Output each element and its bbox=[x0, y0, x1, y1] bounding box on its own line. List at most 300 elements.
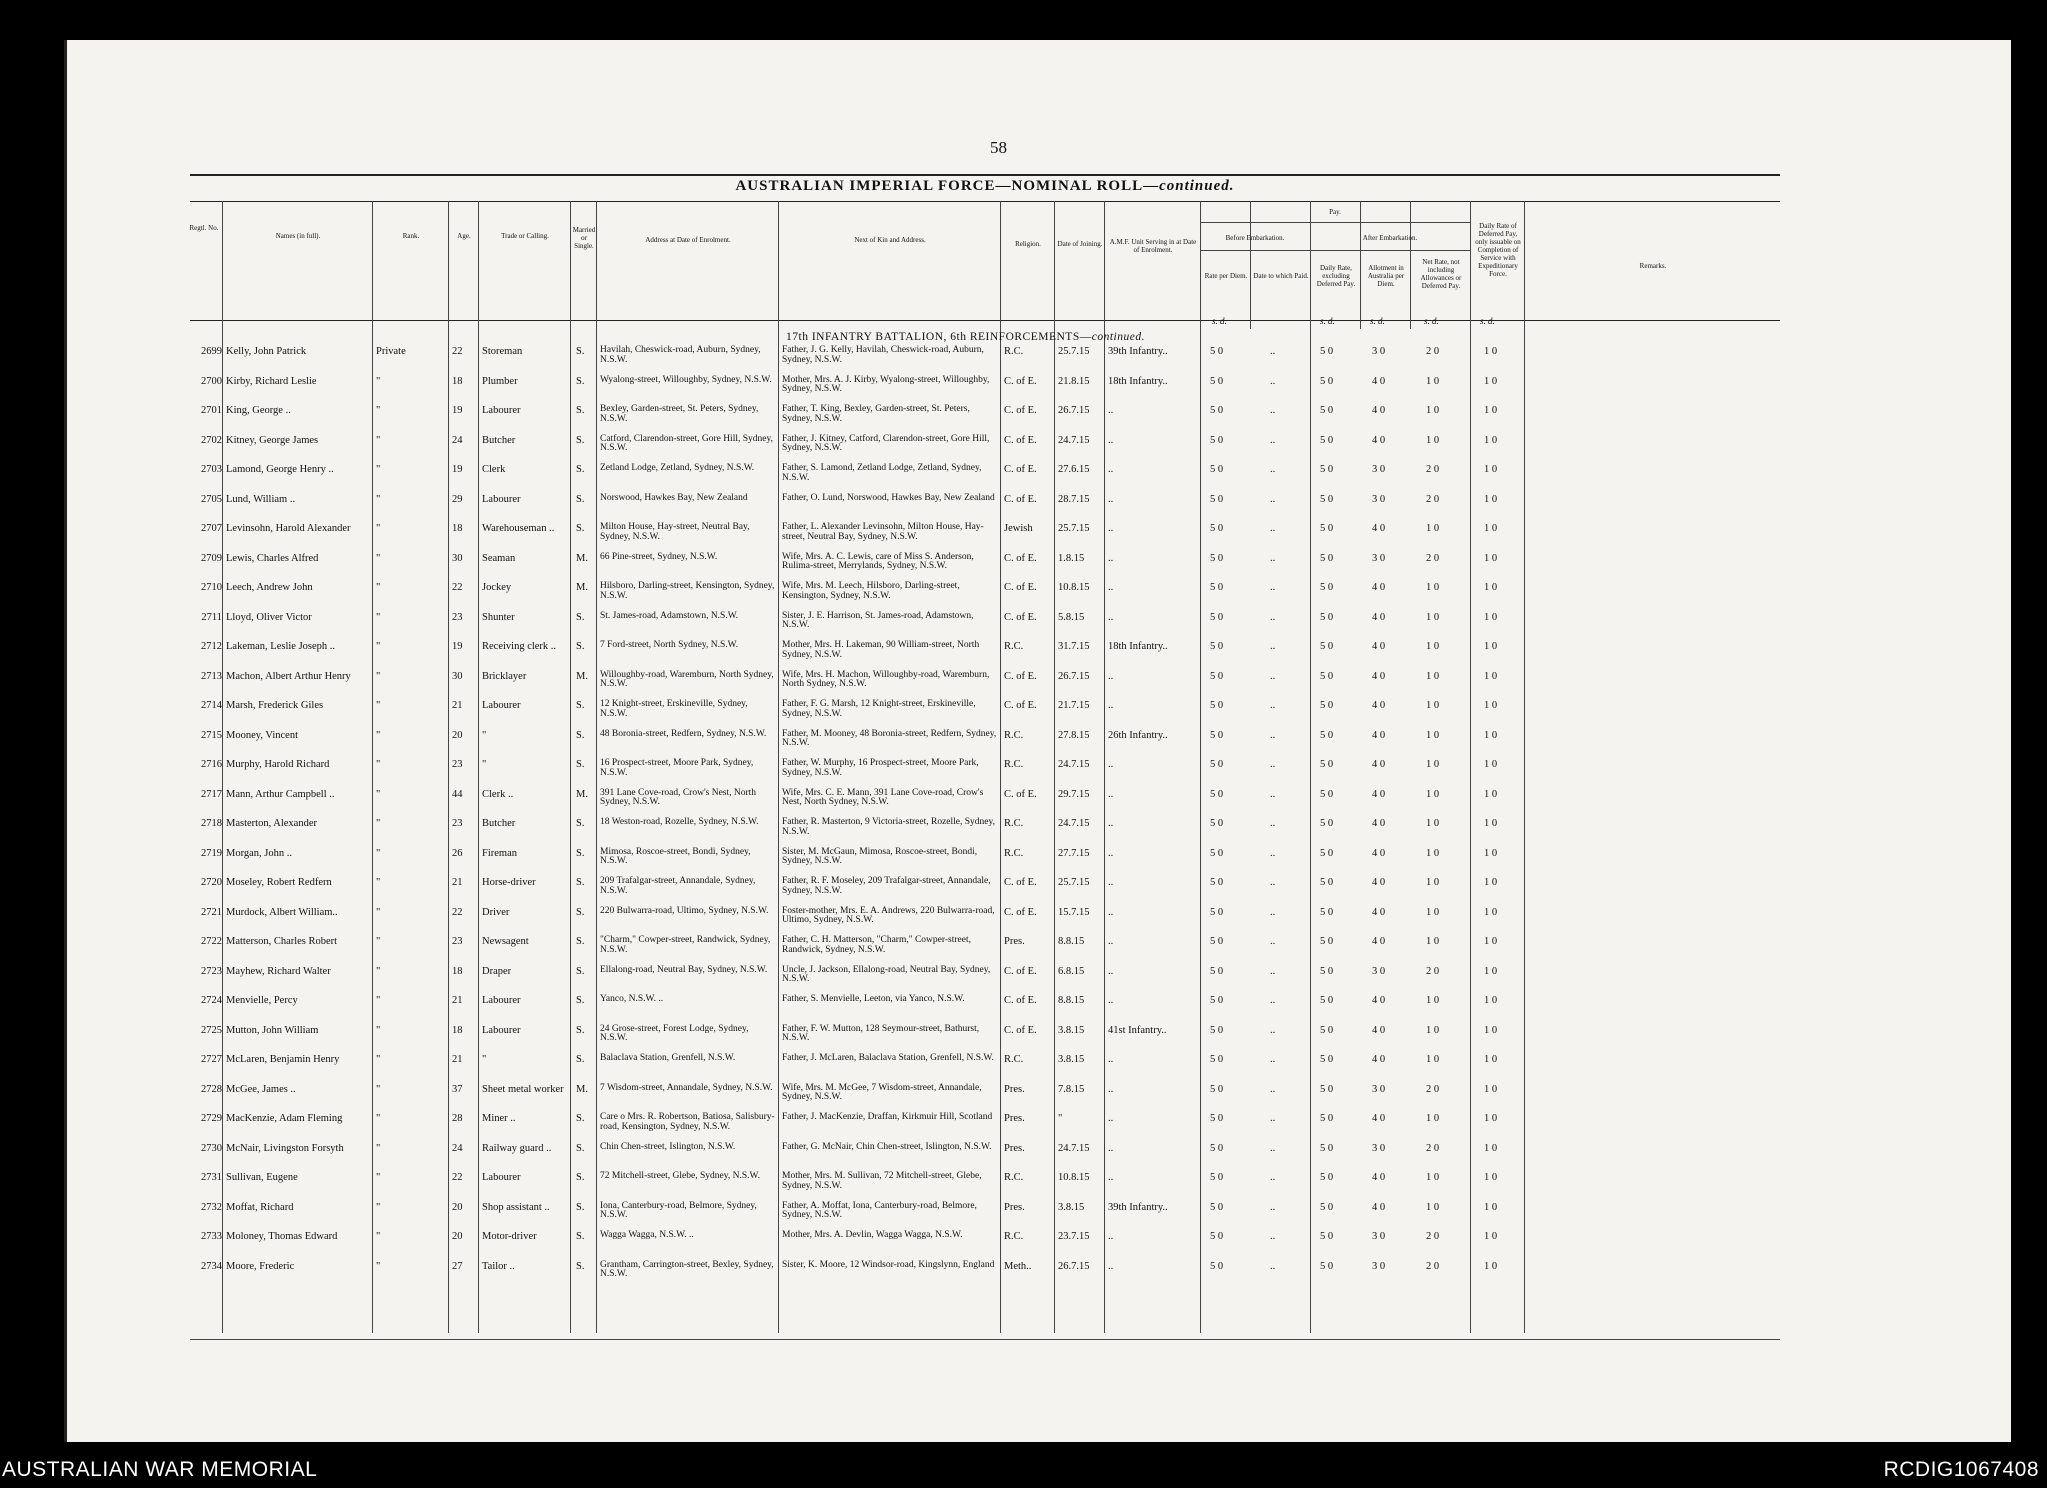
cell-address: Iona, Canterbury-road, Belmore, Sydney, N.S.W. bbox=[600, 1200, 757, 1220]
cell-rate: 5 0 bbox=[1210, 1142, 1224, 1154]
cell-amf: .. bbox=[1108, 700, 1114, 711]
cell-name: Kelly, John Patrick bbox=[226, 346, 307, 357]
cell-daily: 5 0 bbox=[1320, 1024, 1334, 1036]
table-row bbox=[0, 936, 2047, 964]
cell-address: Norswood, Hawkes Bay, New Zealand bbox=[600, 492, 748, 503]
cell-no: 2734 bbox=[201, 1260, 222, 1272]
cell-net: 1 0 bbox=[1426, 523, 1440, 534]
cell-name: King, George .. bbox=[226, 405, 291, 416]
cell-age: 30 bbox=[452, 670, 463, 682]
table-row bbox=[0, 818, 2047, 846]
header-rank: Rank. bbox=[402, 232, 420, 240]
cell-age: 20 bbox=[452, 1201, 463, 1213]
cell-no: 2719 bbox=[201, 847, 222, 859]
cell-amf: .. bbox=[1108, 995, 1114, 1006]
cell-ms: S. bbox=[576, 877, 585, 888]
cell-rel: C. of E. bbox=[1004, 995, 1037, 1006]
cell-daily: 5 0 bbox=[1320, 405, 1334, 416]
cell-rate: 5 0 bbox=[1210, 552, 1224, 564]
cell-paid: .. bbox=[1270, 788, 1276, 800]
cell-nok: Father, C. H. Matterson, "Charm," Cowper-street, Randwick, Sydney, N.S.W. bbox=[782, 935, 971, 955]
cell-rel: C. of E. bbox=[1004, 552, 1037, 564]
cell-rank: " bbox=[376, 552, 381, 564]
section-heading bbox=[786, 331, 1145, 343]
cell-nok: Father, L. Alexander Levinsohn, Milton House, Hay-street, Neutral Bay, Sydney, N.S.W. bbox=[782, 522, 984, 542]
cell-date: 26.7.15 bbox=[1058, 670, 1090, 682]
cell-allot: 3 0 bbox=[1372, 552, 1386, 564]
table-row bbox=[0, 464, 2047, 492]
cell-trade: Newsagent bbox=[482, 936, 529, 947]
cell-allot: 4 0 bbox=[1372, 582, 1386, 593]
cell-rank: " bbox=[376, 1054, 381, 1065]
cell-net: 1 0 bbox=[1426, 759, 1440, 770]
cell-amf: .. bbox=[1108, 1113, 1114, 1124]
cell-rate: 5 0 bbox=[1210, 788, 1224, 800]
cell-age: 22 bbox=[452, 346, 463, 357]
cell-trade: Miner .. bbox=[482, 1113, 516, 1124]
cell-trade: Butcher bbox=[482, 434, 516, 446]
cell-trade: Labourer bbox=[482, 1024, 521, 1036]
cell-allot: 4 0 bbox=[1372, 1201, 1386, 1213]
cell-def: 1 0 bbox=[1484, 906, 1498, 918]
cell-trade: Receiving clerk .. bbox=[482, 641, 557, 652]
cell-rate: 5 0 bbox=[1210, 1083, 1224, 1095]
cell-daily: 5 0 bbox=[1320, 582, 1334, 593]
cell-date: 3.8.15 bbox=[1058, 1054, 1085, 1065]
table-row bbox=[0, 789, 2047, 817]
cell-def: 1 0 bbox=[1484, 1172, 1498, 1183]
cell-net: 2 0 bbox=[1426, 1083, 1440, 1095]
cell-paid: .. bbox=[1270, 1142, 1276, 1154]
cell-rate: 5 0 bbox=[1210, 729, 1224, 741]
cell-ms: S. bbox=[576, 729, 585, 741]
cell-date: 27.8.15 bbox=[1058, 729, 1090, 741]
cell-rate: 5 0 bbox=[1210, 818, 1224, 829]
cell-age: 22 bbox=[452, 582, 463, 593]
cell-rank: " bbox=[376, 729, 381, 741]
cell-address: Yanco, N.S.W. .. bbox=[600, 994, 664, 1004]
cell-rel: R.C. bbox=[1004, 818, 1024, 829]
cell-address: Chin Chen-street, Islington, N.S.W. bbox=[600, 1141, 736, 1152]
cell-paid: .. bbox=[1270, 375, 1276, 387]
cell-paid: .. bbox=[1270, 1231, 1276, 1242]
cell-amf: 41st Infantry.. bbox=[1108, 1024, 1167, 1036]
cell-net: 2 0 bbox=[1426, 493, 1440, 505]
table-row bbox=[0, 376, 2047, 404]
cell-rate: 5 0 bbox=[1210, 847, 1224, 859]
cell-age: 23 bbox=[452, 759, 463, 770]
cell-age: 18 bbox=[452, 375, 463, 387]
cell-def: 1 0 bbox=[1484, 552, 1498, 564]
cell-amf: .. bbox=[1108, 759, 1114, 770]
cell-trade: Horse-driver bbox=[482, 877, 536, 888]
cell-age: 18 bbox=[452, 523, 463, 534]
cell-age: 18 bbox=[452, 1024, 463, 1036]
cell-rel: R.C. bbox=[1004, 759, 1024, 770]
cell-rank: " bbox=[376, 700, 381, 711]
cell-paid: .. bbox=[1270, 906, 1276, 918]
cell-address: Ellalong-road, Neutral Bay, Sydney, N.S.W. bbox=[600, 964, 768, 975]
cell-def: 1 0 bbox=[1484, 346, 1498, 357]
table-row bbox=[0, 907, 2047, 935]
cell-address: Grantham, Carrington-street, Bexley, Sydney, N.S.W. bbox=[600, 1259, 774, 1279]
cell-rel: R.C. bbox=[1004, 847, 1024, 859]
cell-net: 2 0 bbox=[1426, 464, 1440, 475]
cell-net: 1 0 bbox=[1426, 611, 1440, 623]
cell-paid: .. bbox=[1270, 847, 1276, 859]
cell-rel: C. of E. bbox=[1004, 700, 1037, 711]
table-row bbox=[0, 612, 2047, 640]
cell-daily: 5 0 bbox=[1320, 906, 1334, 918]
cell-name: McLaren, Benjamin Henry bbox=[226, 1054, 340, 1065]
cell-name: Levinsohn, Harold Alexander bbox=[226, 523, 351, 534]
cell-no: 2712 bbox=[201, 641, 222, 652]
cell-def: 1 0 bbox=[1484, 434, 1498, 446]
cell-nok: Father, W. Murphy, 16 Prospect-street, Moore Park, Sydney, N.S.W. bbox=[782, 758, 979, 778]
cell-nok: Father, S. Menvielle, Leeton, via Yanco, N.S.W. bbox=[782, 994, 965, 1004]
cell-nok: Father, M. Mooney, 48 Boronia-street, Redfern, Sydney, N.S.W. bbox=[782, 728, 997, 748]
cell-paid: .. bbox=[1270, 611, 1276, 623]
cell-allot: 4 0 bbox=[1372, 1113, 1386, 1124]
cell-age: 37 bbox=[452, 1083, 463, 1095]
cell-rank: " bbox=[376, 759, 381, 770]
cell-allot: 3 0 bbox=[1372, 1142, 1386, 1154]
cell-rank: " bbox=[376, 582, 381, 593]
cell-ms: S. bbox=[576, 995, 585, 1006]
cell-name: Leech, Andrew John bbox=[226, 582, 313, 593]
cell-trade: Storeman bbox=[482, 346, 523, 357]
cell-no: 2724 bbox=[201, 995, 222, 1006]
cell-nok: Mother, Mrs. A. Devlin, Wagga Wagga, N.S.W. bbox=[782, 1230, 963, 1240]
cell-amf: .. bbox=[1108, 1142, 1114, 1154]
cell-ms: S. bbox=[576, 759, 585, 770]
cell-nok: Father, R. F. Moseley, 209 Trafalgar-street, Annandale, Sydney, N.S.W. bbox=[782, 876, 991, 896]
cell-rate: 5 0 bbox=[1210, 1172, 1224, 1183]
cell-daily: 5 0 bbox=[1320, 1260, 1334, 1272]
cell-ms: S. bbox=[576, 405, 585, 416]
cell-net: 1 0 bbox=[1426, 1172, 1440, 1183]
cell-ms: S. bbox=[576, 375, 585, 387]
cell-rel: R.C. bbox=[1004, 729, 1024, 741]
cell-rank: " bbox=[376, 523, 381, 534]
cell-net: 2 0 bbox=[1426, 1142, 1440, 1154]
cell-rel: R.C. bbox=[1004, 1054, 1024, 1065]
table-row bbox=[0, 1202, 2047, 1230]
cell-nok: Father, J. Kitney, Catford, Clarendon-street, Gore Hill, Sydney, N.S.W. bbox=[782, 433, 990, 453]
column-rule bbox=[1410, 201, 1411, 329]
cell-rate: 5 0 bbox=[1210, 670, 1224, 682]
cell-net: 1 0 bbox=[1426, 641, 1440, 652]
cell-paid: .. bbox=[1270, 936, 1276, 947]
cell-address: Balaclava Station, Grenfell, N.S.W. bbox=[600, 1053, 736, 1063]
header-remarks: Remarks. bbox=[1639, 262, 1667, 270]
cell-rate: 5 0 bbox=[1210, 611, 1224, 623]
cell-rate: 5 0 bbox=[1210, 1024, 1224, 1036]
cell-paid: .. bbox=[1270, 965, 1276, 977]
cell-ms: M. bbox=[576, 1083, 588, 1095]
cell-allot: 3 0 bbox=[1372, 1231, 1386, 1242]
cell-age: 21 bbox=[452, 700, 463, 711]
cell-name: Mooney, Vincent bbox=[226, 729, 298, 741]
cell-no: 2701 bbox=[201, 405, 222, 416]
cell-date: 10.8.15 bbox=[1058, 1172, 1090, 1183]
cell-date: 5.8.15 bbox=[1058, 611, 1085, 623]
cell-age: 20 bbox=[452, 729, 463, 741]
header-names: Names (in full). bbox=[275, 232, 321, 240]
sd-label: s. d. bbox=[1320, 316, 1335, 326]
cell-age: 19 bbox=[452, 405, 463, 416]
cell-no: 2715 bbox=[201, 729, 222, 741]
cell-no: 2722 bbox=[201, 936, 222, 947]
cell-name: Machon, Albert Arthur Henry bbox=[226, 670, 351, 682]
cell-paid: .. bbox=[1270, 641, 1276, 652]
pay-rule bbox=[1200, 250, 1470, 251]
cell-daily: 5 0 bbox=[1320, 1113, 1334, 1124]
cell-name: Moloney, Thomas Edward bbox=[226, 1231, 338, 1242]
cell-rank: " bbox=[376, 1142, 381, 1154]
cell-no: 2727 bbox=[201, 1054, 222, 1065]
cell-rate: 5 0 bbox=[1210, 1201, 1224, 1213]
cell-net: 1 0 bbox=[1426, 906, 1440, 918]
cell-net: 1 0 bbox=[1426, 1113, 1440, 1124]
cell-def: 1 0 bbox=[1484, 375, 1498, 387]
cell-age: 24 bbox=[452, 1142, 463, 1154]
pay-rule bbox=[1310, 250, 1311, 251]
header-top-rule bbox=[190, 201, 1780, 202]
cell-daily: 5 0 bbox=[1320, 1054, 1334, 1065]
cell-rate: 5 0 bbox=[1210, 641, 1224, 652]
cell-address: 66 Pine-street, Sydney, N.S.W. bbox=[600, 551, 718, 562]
cell-amf: .. bbox=[1108, 1083, 1114, 1095]
cell-address: Zetland Lodge, Zetland, Sydney, N.S.W. bbox=[600, 463, 755, 473]
cell-name: Moore, Frederic bbox=[226, 1260, 295, 1272]
cell-no: 2731 bbox=[201, 1172, 222, 1183]
cell-paid: .. bbox=[1270, 523, 1276, 534]
cell-daily: 5 0 bbox=[1320, 700, 1334, 711]
cell-address: 7 Wisdom-street, Annandale, Sydney, N.S.W. bbox=[600, 1082, 773, 1093]
cell-paid: .. bbox=[1270, 1113, 1276, 1124]
cell-no: 2714 bbox=[201, 700, 222, 711]
cell-rank: " bbox=[376, 788, 381, 800]
cell-rank: " bbox=[376, 493, 381, 505]
cell-address: St. James-road, Adamstown, N.S.W. bbox=[600, 610, 739, 621]
cell-daily: 5 0 bbox=[1320, 759, 1334, 770]
cell-allot: 4 0 bbox=[1372, 1024, 1386, 1036]
cell-rank: " bbox=[376, 818, 381, 829]
header-date-joining: Date of Joining. bbox=[1057, 240, 1103, 248]
header-amf-unit: A.M.F. Unit Serving in at Date of Enrolment. bbox=[1109, 238, 1197, 254]
cell-no: 2733 bbox=[201, 1231, 222, 1242]
cell-name: McNair, Livingston Forsyth bbox=[226, 1142, 344, 1154]
cell-net: 1 0 bbox=[1426, 788, 1440, 800]
cell-name: Marsh, Frederick Giles bbox=[226, 700, 324, 711]
cell-ms: S. bbox=[576, 346, 585, 357]
cell-paid: .. bbox=[1270, 346, 1276, 357]
cell-date: 24.7.15 bbox=[1058, 434, 1090, 446]
header-pay: Pay. bbox=[1329, 208, 1341, 216]
cell-name: Kitney, George James bbox=[226, 434, 319, 446]
cell-ms: M. bbox=[576, 788, 588, 800]
cell-ms: S. bbox=[576, 1231, 585, 1242]
cell-rel: Pres. bbox=[1004, 1142, 1025, 1154]
cell-name: Mutton, John William bbox=[226, 1024, 319, 1036]
cell-date: 26.7.15 bbox=[1058, 405, 1090, 416]
cell-rank: " bbox=[376, 611, 381, 623]
footer-bar bbox=[0, 1454, 2047, 1488]
footer-id: RCDIG1067408 bbox=[1883, 1458, 2039, 1481]
cell-address: 72 Mitchell-street, Glebe, Sydney, N.S.W. bbox=[600, 1171, 760, 1181]
cell-age: 18 bbox=[452, 965, 463, 977]
cell-def: 1 0 bbox=[1484, 995, 1498, 1006]
cell-no: 2713 bbox=[201, 670, 222, 682]
cell-def: 1 0 bbox=[1484, 1083, 1498, 1095]
cell-trade: Clerk .. bbox=[482, 788, 514, 800]
header-age: Age. bbox=[457, 232, 471, 240]
cell-paid: .. bbox=[1270, 582, 1276, 593]
cell-rank: " bbox=[376, 847, 381, 859]
table-row bbox=[0, 730, 2047, 758]
cell-rel: C. of E. bbox=[1004, 906, 1037, 918]
cell-amf: .. bbox=[1108, 611, 1114, 623]
cell-ms: S. bbox=[576, 1172, 585, 1183]
table-row bbox=[0, 553, 2047, 581]
cell-trade: Driver bbox=[482, 906, 510, 918]
cell-age: 22 bbox=[452, 906, 463, 918]
cell-nok: Father, F. G. Marsh, 12 Knight-street, Erskineville, Sydney, N.S.W. bbox=[782, 699, 976, 719]
cell-date: 1.8.15 bbox=[1058, 552, 1085, 564]
cell-name: Sullivan, Eugene bbox=[226, 1172, 298, 1183]
cell-date: 3.8.15 bbox=[1058, 1024, 1085, 1036]
table-row bbox=[0, 995, 2047, 1023]
cell-trade: " bbox=[482, 759, 487, 770]
cell-rank: " bbox=[376, 1083, 381, 1095]
table-row bbox=[0, 1084, 2047, 1112]
cell-rel: R.C. bbox=[1004, 1231, 1024, 1242]
cell-paid: .. bbox=[1270, 1083, 1276, 1095]
cell-paid: .. bbox=[1270, 1054, 1276, 1065]
column-rule bbox=[1360, 201, 1361, 329]
cell-rank: " bbox=[376, 1113, 381, 1124]
cell-daily: 5 0 bbox=[1320, 375, 1334, 387]
cell-trade: Motor-driver bbox=[482, 1231, 537, 1242]
cell-age: 21 bbox=[452, 995, 463, 1006]
cell-address: 12 Knight-street, Erskineville, Sydney, N.S.W. bbox=[600, 699, 748, 719]
cell-date: 29.7.15 bbox=[1058, 788, 1090, 800]
cell-no: 2732 bbox=[201, 1201, 222, 1213]
table-row bbox=[0, 1261, 2047, 1289]
cell-nok: Father, G. McNair, Chin Chen-street, Islington, N.S.W. bbox=[782, 1141, 992, 1152]
cell-nok: Wife, Mrs. M. Leech, Hilsboro, Darling-street, Kensington, Sydney, N.S.W. bbox=[782, 581, 960, 601]
cell-allot: 4 0 bbox=[1372, 1054, 1386, 1065]
cell-no: 2700 bbox=[201, 375, 222, 387]
cell-amf: .. bbox=[1108, 1260, 1114, 1272]
cell-name: MacKenzie, Adam Fleming bbox=[226, 1113, 343, 1124]
cell-def: 1 0 bbox=[1484, 1201, 1498, 1213]
cell-daily: 5 0 bbox=[1320, 346, 1334, 357]
header-daily-rate: Daily Rate, excluding Deferred Pay. bbox=[1316, 264, 1356, 288]
cell-amf: .. bbox=[1108, 1054, 1114, 1065]
cell-allot: 4 0 bbox=[1372, 405, 1386, 416]
roll-title bbox=[190, 178, 1780, 195]
header-date-paid: Date to which Paid. bbox=[1253, 272, 1309, 280]
cell-allot: 4 0 bbox=[1372, 936, 1386, 947]
cell-rate: 5 0 bbox=[1210, 877, 1224, 888]
cell-address: 220 Bulwarra-road, Ultimo, Sydney, N.S.W. bbox=[600, 905, 769, 916]
header-next-of-kin: Next of Kin and Address. bbox=[854, 236, 926, 244]
cell-rate: 5 0 bbox=[1210, 995, 1224, 1006]
cell-age: 30 bbox=[452, 552, 463, 564]
cell-address: 24 Grose-street, Forest Lodge, Sydney, N.S.W. bbox=[600, 1023, 749, 1043]
cell-rel: Pres. bbox=[1004, 1113, 1025, 1124]
cell-daily: 5 0 bbox=[1320, 434, 1334, 446]
cell-trade: Bricklayer bbox=[482, 670, 527, 682]
cell-daily: 5 0 bbox=[1320, 670, 1334, 682]
cell-nok: Mother, Mrs. A. J. Kirby, Wyalong-street, Willoughby, Sydney, N.S.W. bbox=[782, 374, 990, 394]
cell-ms: S. bbox=[576, 906, 585, 918]
cell-age: 22 bbox=[452, 1172, 463, 1183]
cell-age: 44 bbox=[452, 788, 463, 800]
table-row bbox=[0, 641, 2047, 669]
cell-address: Catford, Clarendon-street, Gore Hill, Sydney, N.S.W. bbox=[600, 433, 773, 453]
cell-net: 1 0 bbox=[1426, 995, 1440, 1006]
header-deferred-pay: Daily Rate of Deferred Pay, only issuable on Completion of Service with Expeditionary Force. bbox=[1475, 222, 1521, 278]
cell-ms: S. bbox=[576, 1054, 585, 1065]
cell-no: 2730 bbox=[201, 1142, 222, 1154]
cell-def: 1 0 bbox=[1484, 847, 1498, 859]
cell-name: Menvielle, Percy bbox=[226, 995, 298, 1006]
cell-trade: Plumber bbox=[482, 375, 518, 387]
cell-date: 24.7.15 bbox=[1058, 1142, 1090, 1154]
cell-net: 1 0 bbox=[1426, 405, 1440, 416]
cell-def: 1 0 bbox=[1484, 493, 1498, 505]
cell-no: 2717 bbox=[201, 788, 222, 800]
cell-date: 25.7.15 bbox=[1058, 877, 1090, 888]
cell-name: Mayhew, Richard Walter bbox=[226, 965, 331, 977]
cell-amf: .. bbox=[1108, 670, 1114, 682]
cell-amf: .. bbox=[1108, 936, 1114, 947]
cell-allot: 4 0 bbox=[1372, 877, 1386, 888]
cell-net: 1 0 bbox=[1426, 936, 1440, 947]
table-row bbox=[0, 966, 2047, 994]
cell-daily: 5 0 bbox=[1320, 1201, 1334, 1213]
cell-date: 31.7.15 bbox=[1058, 641, 1090, 652]
cell-ms: S. bbox=[576, 700, 585, 711]
cell-rate: 5 0 bbox=[1210, 759, 1224, 770]
cell-address: 391 Lane Cove-road, Crow's Nest, North Sydney, N.S.W. bbox=[600, 787, 757, 807]
cell-age: 23 bbox=[452, 936, 463, 947]
cell-nok: Father, F. W. Mutton, 128 Seymour-street, Bathurst, N.S.W. bbox=[782, 1023, 980, 1043]
cell-date: 6.8.15 bbox=[1058, 965, 1085, 977]
cell-ms: S. bbox=[576, 641, 585, 652]
cell-amf: .. bbox=[1108, 523, 1114, 534]
cell-allot: 4 0 bbox=[1372, 759, 1386, 770]
cell-daily: 5 0 bbox=[1320, 788, 1334, 800]
cell-amf: .. bbox=[1108, 965, 1114, 977]
cell-date: 21.7.15 bbox=[1058, 700, 1090, 711]
cell-ms: S. bbox=[576, 1113, 585, 1124]
pay-rule bbox=[1200, 222, 1470, 223]
cell-allot: 4 0 bbox=[1372, 375, 1386, 387]
cell-date: 27.7.15 bbox=[1058, 847, 1090, 859]
table-row bbox=[0, 1054, 2047, 1082]
table-row bbox=[0, 523, 2047, 551]
cell-net: 1 0 bbox=[1426, 1201, 1440, 1213]
cell-paid: .. bbox=[1270, 405, 1276, 416]
cell-daily: 5 0 bbox=[1320, 1172, 1334, 1183]
cell-allot: 4 0 bbox=[1372, 818, 1386, 829]
cell-net: 1 0 bbox=[1426, 670, 1440, 682]
cell-ms: S. bbox=[576, 965, 585, 977]
